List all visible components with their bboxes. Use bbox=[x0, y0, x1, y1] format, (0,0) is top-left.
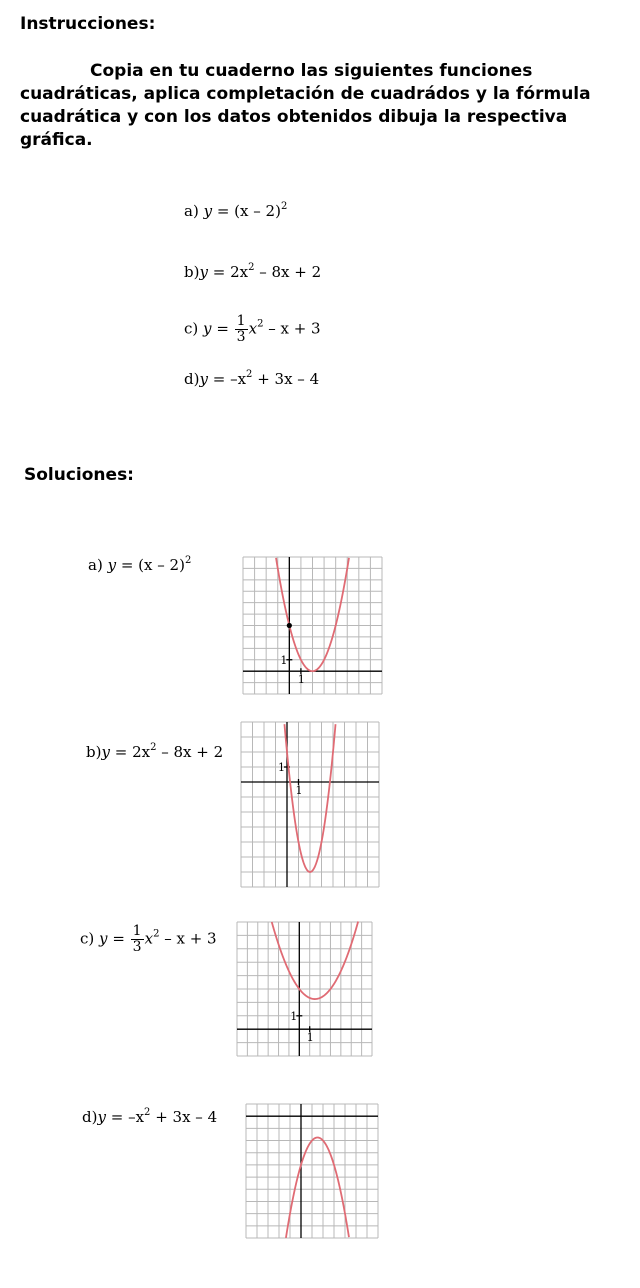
solution-label-b: $b)y = 2x^2 - 8x + 2$ bbox=[86, 742, 224, 761]
graph-c bbox=[237, 922, 372, 1056]
tick-label-y: 1 bbox=[290, 1009, 298, 1023]
tick-label-x: 1 bbox=[306, 1031, 314, 1045]
exercise-a: a) y = (x – 2)$^2$ bbox=[184, 201, 288, 220]
exercise-d: $d)y = -x^2 + 3x - 4$ bbox=[184, 369, 320, 388]
graph-d bbox=[246, 1104, 378, 1238]
instructions-body: Copia en tu cuaderno las siguientes funciones cuadráticas, aplica completación de cuadrádos y la fórmula cuadrática y con los datos obtenidos dibuja la respectiva gráfica. bbox=[20, 61, 591, 150]
exercise-c: c) y = $\frac{1}{3}$ $x^2 - x + 3$ bbox=[184, 313, 321, 345]
solution-label-d: $d)y = -x^2 + 3x - 4$ bbox=[82, 1107, 218, 1126]
graph-a bbox=[243, 557, 382, 694]
graph-b bbox=[241, 722, 379, 887]
parabola-curve bbox=[272, 921, 358, 999]
solution-label-a: a) y = (x – 2)$^2$ bbox=[88, 555, 192, 574]
tick-label-x: 1 bbox=[295, 784, 303, 797]
tick-label-y: 1 bbox=[280, 653, 288, 667]
exercise-b: $b)y = 2x^2 - 8x + 2$ bbox=[184, 262, 322, 281]
instructions-title: Instrucciones: bbox=[20, 14, 156, 34]
tick-label-x: 1 bbox=[297, 673, 305, 687]
solutions-title: Soluciones: bbox=[24, 465, 134, 485]
tick-label-y: 1 bbox=[278, 761, 285, 774]
solution-label-c: c) y = $\frac{1}{3}$ $x^2 - x + 3$ bbox=[80, 923, 217, 955]
y-intercept-point bbox=[287, 623, 292, 628]
